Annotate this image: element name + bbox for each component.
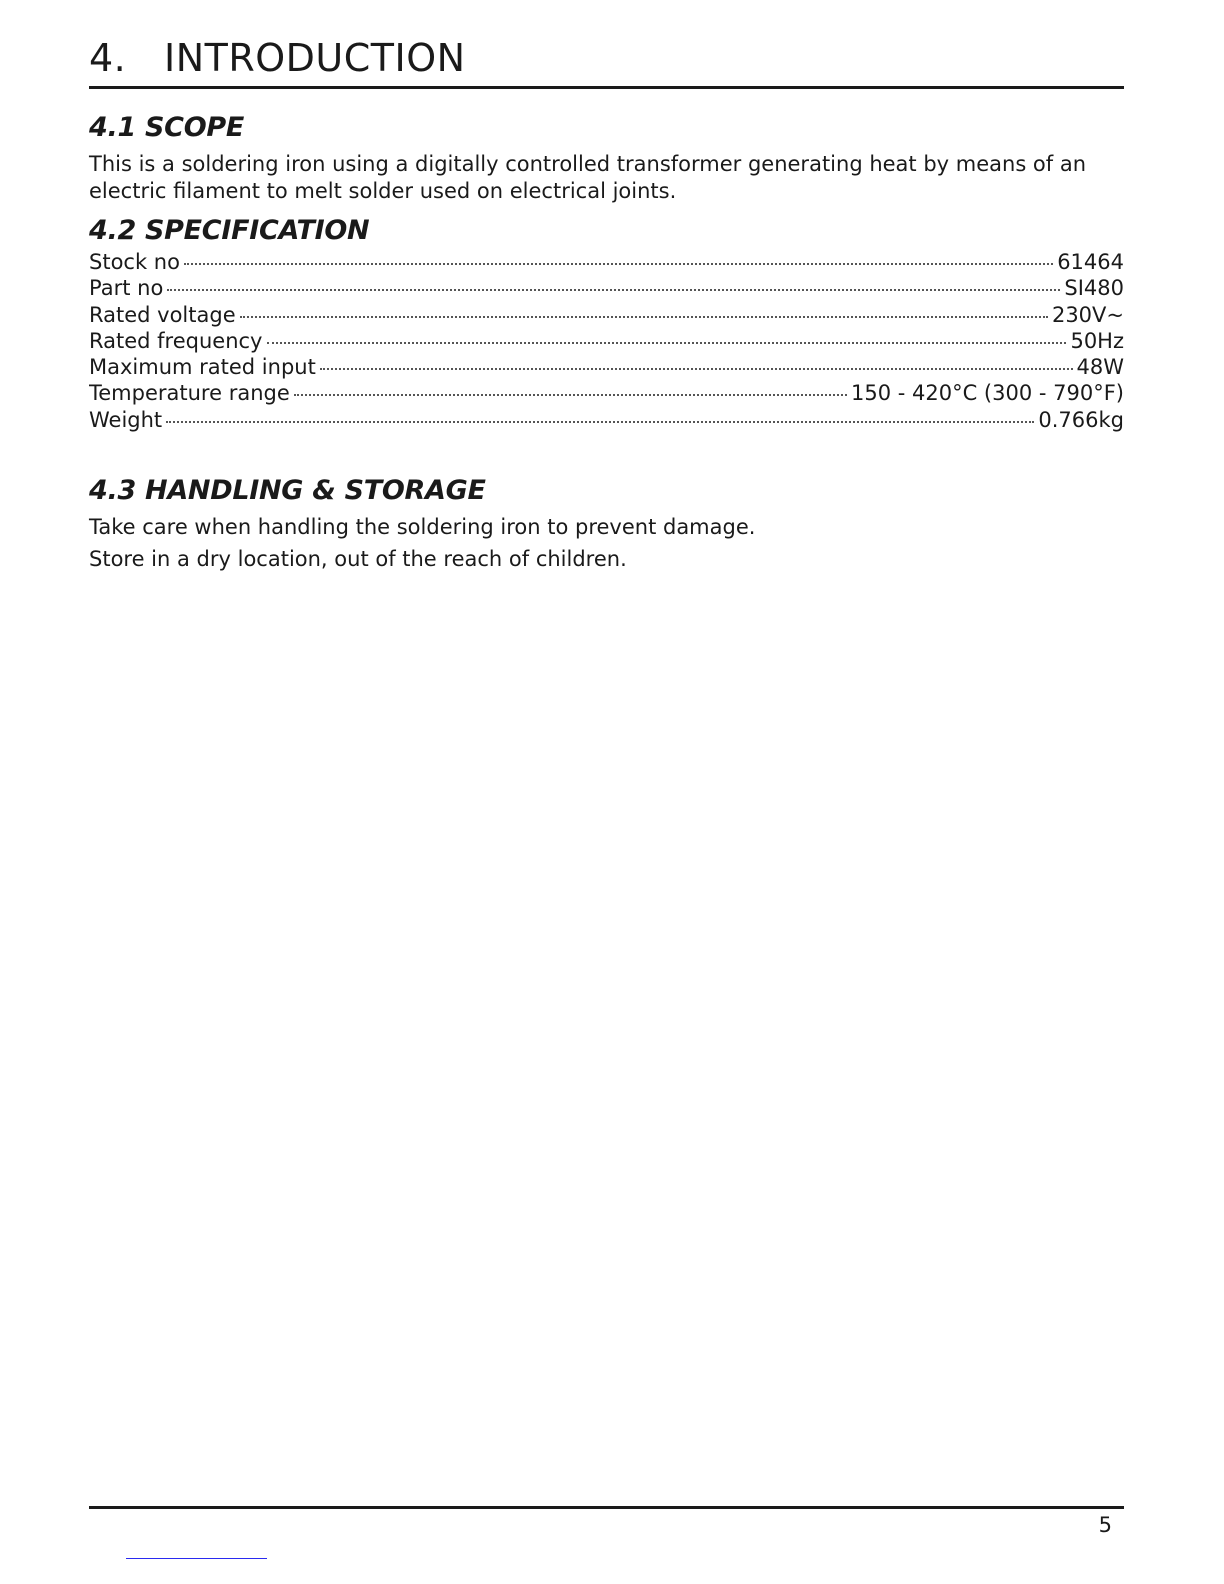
spec-row-part-no	[89, 275, 1124, 301]
spec-row-rated-frequency	[89, 328, 1124, 354]
spec-value: 48W	[1076, 355, 1124, 380]
page-number: 5	[1098, 1513, 1112, 1537]
spec-value: 230V~	[1051, 302, 1124, 327]
manual-page	[89, 0, 1124, 1584]
spec-label: Stock no	[89, 250, 180, 274]
spec-row-rated-voltage	[89, 302, 1124, 328]
dot-leader	[167, 289, 1060, 291]
spec-label: Maximum rated input	[89, 355, 316, 380]
dot-leader	[267, 342, 1067, 344]
scope-heading: 4.1 SCOPE	[89, 112, 244, 143]
spec-label: Rated frequency	[89, 328, 263, 353]
spec-value: SI480	[1064, 276, 1124, 301]
scope-text: This is a soldering iron using a digitally controlled transformer generating heat by means of an electric filament to melt solder used on electrical joints.	[89, 152, 1087, 203]
spec-value: 61464	[1057, 250, 1124, 274]
dot-leader	[166, 421, 1034, 423]
spec-value: 50Hz	[1070, 328, 1124, 353]
chapter-number: 4.	[89, 36, 127, 80]
spec-label: Weight	[89, 407, 163, 432]
dot-leader	[294, 394, 847, 396]
handling-storage-heading: 4.3 HANDLING & STORAGE	[89, 475, 486, 506]
top-divider	[89, 86, 1124, 89]
dot-leader	[320, 368, 1073, 370]
spec-label: Rated voltage	[89, 302, 236, 327]
spec-label: Part no	[89, 276, 164, 301]
spec-row-temperature-range	[89, 380, 1124, 406]
spec-row-maximum-rated-input	[89, 354, 1124, 380]
spec-label: Temperature range	[89, 381, 290, 406]
bottom-divider	[89, 1506, 1124, 1509]
dot-leader	[240, 316, 1048, 318]
footer-underline-mark	[126, 1558, 267, 1559]
spec-value: 150 - 420°C (300 - 790°F)	[851, 381, 1124, 406]
spec-row-weight	[89, 407, 1124, 433]
chapter-name: INTRODUCTION	[164, 36, 466, 80]
handling-text: Take care when handling the soldering iron to prevent damage.	[89, 515, 756, 539]
dot-leader	[184, 263, 1053, 265]
storage-text: Store in a dry location, out of the reach of children.	[89, 547, 627, 571]
spec-row-stock-no	[89, 249, 1124, 275]
specification-table	[89, 249, 1124, 433]
specification-heading: 4.2 SPECIFICATION	[89, 215, 370, 246]
chapter-title	[89, 36, 466, 80]
spec-value: 0.766kg	[1038, 407, 1124, 432]
